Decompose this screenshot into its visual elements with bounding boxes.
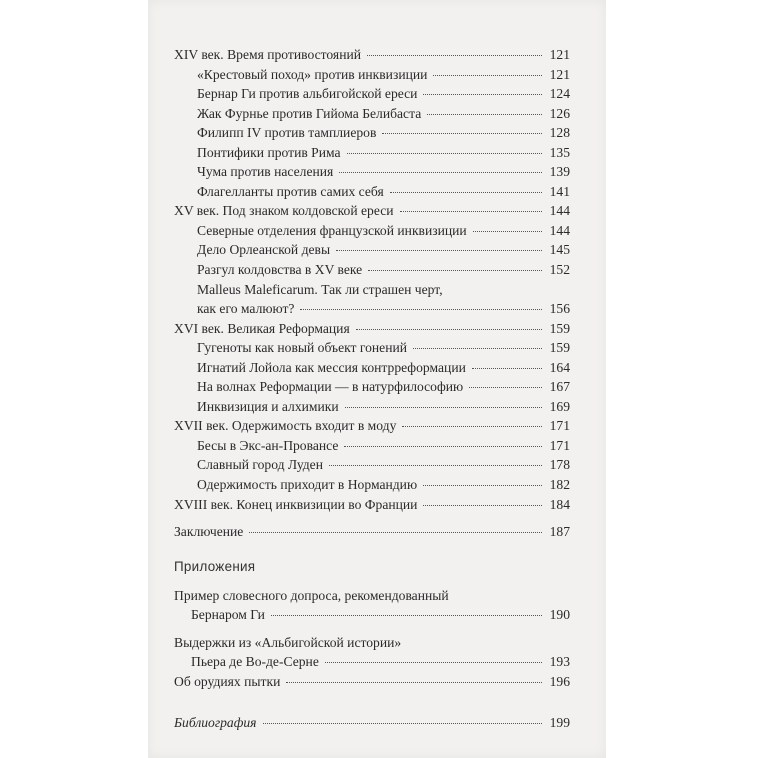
toc-entry-conclusion: [174, 522, 570, 542]
toc-entry-page: 156: [549, 301, 570, 317]
dot-leader: [400, 211, 542, 212]
toc-entry-appendix-2-line-2: [174, 652, 570, 672]
toc-entry-page: 159: [549, 320, 570, 336]
toc-entry-page: 121: [549, 66, 570, 82]
toc-entry-label: На волнах Реформации — в натурфилософию: [197, 379, 464, 395]
toc-entry-label: Гугеноты как новый объект гонений: [197, 340, 408, 356]
toc-subentry: [174, 162, 570, 182]
toc-entry-page: 182: [549, 477, 570, 493]
dot-leader: [300, 309, 542, 310]
dot-leader: [433, 75, 542, 76]
toc-entry-page: 184: [549, 496, 570, 512]
toc-entry-label: Филипп IV против тамплиеров: [197, 125, 377, 141]
toc-entry-malleus-line-2: [174, 299, 570, 319]
toc-entry-label: Понтифики против Рима: [197, 144, 341, 160]
toc-subentry: [174, 436, 570, 456]
toc-subentry: [174, 475, 570, 495]
toc-entry-page: 145: [549, 242, 570, 258]
toc-entry-appendix-1-line-1: [174, 586, 570, 606]
toc-entry-label: Бернар Ги против альбигойской ереси: [197, 86, 418, 102]
toc-entry-label: Чума против населения: [197, 164, 334, 180]
toc-entry-label: Malleus Maleficarum. Так ли страшен черт,: [197, 281, 443, 297]
toc-list-part-1: [174, 45, 570, 280]
toc-entry-label: XV век. Под знаком колдовской ереси: [174, 203, 394, 219]
table-of-contents: [174, 45, 570, 733]
toc-entry-page: 187: [549, 524, 570, 540]
toc-entry-label: Одержимость приходит в Нормандию: [197, 477, 418, 493]
toc-entry-label: Пьера де Во-де-Серне: [191, 654, 319, 670]
toc-entry-page: 164: [549, 359, 570, 375]
toc-subentry: [174, 338, 570, 358]
dot-leader: [329, 465, 542, 466]
toc-entry-label: Бесы в Экс-ан-Провансе: [197, 437, 339, 453]
toc-entry-page: 190: [549, 607, 570, 623]
toc-subentry: [174, 65, 570, 85]
toc-entry-label: XVI век. Великая Реформация: [174, 320, 350, 336]
toc-entry-page: 199: [549, 715, 570, 731]
dot-leader: [472, 368, 542, 369]
toc-entry-label: Флагелланты против самих себя: [197, 183, 384, 199]
appendix-heading: Приложения: [174, 558, 256, 574]
toc-subentry: [174, 377, 570, 397]
toc-entry-label: Об орудиях пытки: [174, 673, 281, 689]
toc-entry-label: Игнатий Лойола как мессия контрреформации: [197, 359, 466, 375]
toc-entry-page: 135: [549, 144, 570, 160]
toc-entry-malleus-line-1: [174, 280, 570, 300]
toc-entry-page: 169: [549, 398, 570, 414]
toc-chapter-entry: [174, 495, 570, 515]
toc-entry-appendix-1-line-2: [174, 605, 570, 625]
dot-leader: [423, 505, 542, 506]
toc-chapter-entry: [174, 45, 570, 65]
toc-entry-label: Северные отделения французской инквизиции: [197, 222, 467, 238]
toc-entry-page: 139: [549, 164, 570, 180]
dot-leader: [473, 231, 542, 232]
toc-entry-bibliography: [174, 713, 570, 733]
toc-subentry: [174, 221, 570, 241]
toc-entry-label: Разгул колдовства в XV веке: [197, 262, 363, 278]
toc-entry-label: как его малюют?: [197, 301, 295, 317]
toc-entry-page: 171: [549, 437, 570, 453]
toc-entry-label: Жак Фурнье против Гийома Белибаста: [197, 105, 422, 121]
dot-leader: [345, 407, 542, 408]
dot-leader: [402, 426, 542, 427]
dot-leader: [423, 94, 542, 95]
toc-entry-page: 121: [549, 47, 570, 62]
dot-leader: [423, 485, 542, 486]
toc-entry-label: Славный город Луден: [197, 457, 323, 473]
toc-subentry: [174, 84, 570, 104]
toc-entry-appendix-3: [174, 672, 570, 692]
dot-leader: [286, 682, 542, 683]
dot-leader: [347, 153, 542, 154]
dot-leader: [344, 446, 542, 447]
toc-entry-label: Выдержки из «Альбигойской истории»: [174, 634, 402, 650]
toc-entry-label: «Крестовый поход» против инквизиции: [197, 66, 428, 82]
toc-entry-page: 167: [549, 379, 570, 395]
toc-entry-page: 141: [549, 183, 570, 199]
dot-leader: [356, 329, 542, 330]
toc-subentry: [174, 104, 570, 124]
dot-leader: [427, 114, 542, 115]
toc-subentry: [174, 358, 570, 378]
toc-entry-label: Пример словесного допроса, рекомендованный: [174, 587, 449, 603]
dot-leader: [469, 387, 542, 388]
dot-leader: [271, 615, 542, 616]
toc-subentry: [174, 455, 570, 475]
toc-entry-page: 124: [549, 86, 570, 102]
toc-entry-label: Дело Орлеанской девы: [197, 242, 331, 258]
toc-entry-label: Бернаром Ги: [191, 607, 265, 623]
dot-leader: [390, 192, 542, 193]
dot-leader: [413, 348, 542, 349]
dot-leader: [263, 723, 543, 724]
toc-entry-page: 159: [549, 340, 570, 356]
dot-leader: [249, 532, 542, 533]
dot-leader: [336, 250, 542, 251]
toc-list-part-2: [174, 319, 570, 514]
toc-entry-page: 178: [549, 457, 570, 473]
toc-subentry: [174, 182, 570, 202]
toc-entry-appendix-2-line-1: [174, 633, 570, 653]
toc-subentry: [174, 240, 570, 260]
toc-entry-label: XIV век. Время противостояний: [174, 47, 362, 62]
toc-subentry: [174, 143, 570, 163]
toc-subentry: [174, 260, 570, 280]
dot-leader: [368, 270, 542, 271]
dot-leader: [339, 172, 542, 173]
dot-leader: [325, 662, 542, 663]
toc-entry-page: 126: [549, 105, 570, 121]
toc-entry-page: 144: [549, 203, 570, 219]
toc-entry-page: 171: [549, 418, 570, 434]
toc-entry-page: 196: [549, 673, 570, 689]
toc-entry-label: XVIII век. Конец инквизиции во Франции: [174, 496, 418, 512]
toc-entry-label: XVII век. Одержимость входит в моду: [174, 418, 397, 434]
toc-chapter-entry: [174, 319, 570, 339]
toc-entry-page: 144: [549, 222, 570, 238]
toc-entry-label: Библиография: [174, 715, 257, 731]
toc-subentry: [174, 397, 570, 417]
toc-entry-label: Инквизиция и алхимики: [197, 398, 339, 414]
toc-chapter-entry: [174, 201, 570, 221]
toc-subentry: [174, 123, 570, 143]
dot-leader: [382, 133, 542, 134]
toc-entry-page: 152: [549, 262, 570, 278]
toc-entry-label: Заключение: [174, 524, 244, 540]
toc-entry-page: 193: [549, 654, 570, 670]
toc-chapter-entry: [174, 416, 570, 436]
dot-leader: [367, 55, 542, 56]
toc-entry-page: 128: [549, 125, 570, 141]
